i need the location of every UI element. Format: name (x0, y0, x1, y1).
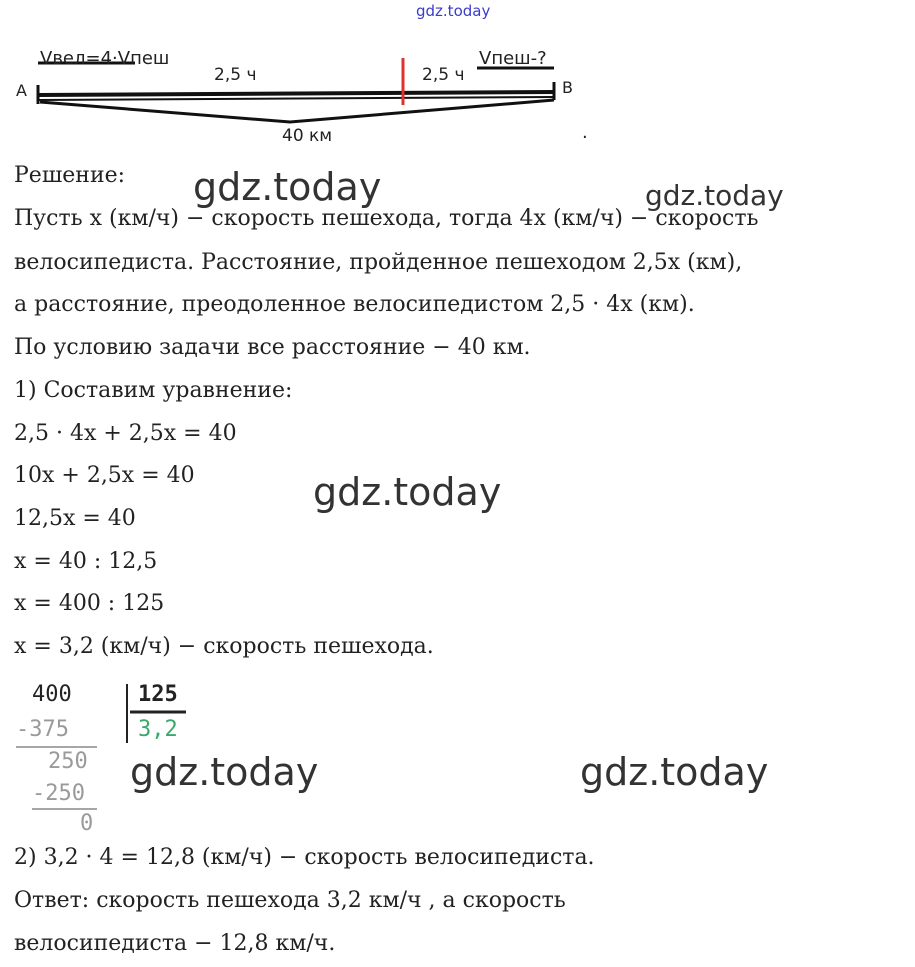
equation-line: x = 400 : 125 (14, 591, 165, 616)
equation-line: 12,5x = 40 (14, 506, 136, 531)
division-subtrahend-2: -250 (32, 781, 85, 806)
label-time-2: 2,5 ч (422, 65, 465, 85)
label-b: B (562, 78, 573, 97)
solution-line: 1) Составим уравнение: (14, 378, 293, 403)
equation-line: 2,5 · 4x + 2,5x = 40 (14, 421, 237, 446)
watermark-top: gdz.today (416, 2, 491, 20)
motion-diagram (0, 30, 915, 160)
answer-line-2: велосипедиста − 12,8 км/ч. (14, 931, 336, 956)
watermark: gdz.today (313, 470, 502, 514)
label-time-1: 2,5 ч (214, 65, 257, 85)
watermark: gdz.today (580, 750, 769, 794)
division-dividend: 400 (32, 682, 72, 707)
route-line (38, 92, 554, 95)
division-divisor: 125 (138, 682, 178, 707)
division-remainder-2: 0 (80, 811, 94, 836)
watermark: gdz.today (193, 165, 382, 209)
watermark: gdz.today (645, 179, 784, 212)
equation-line: x = 3,2 (км/ч) − скорость пешехода. (14, 634, 434, 659)
equation-line: 10x + 2,5x = 40 (14, 463, 195, 488)
distance-brace (40, 100, 554, 122)
label-distance: 40 км (282, 126, 333, 146)
division-subtrahend-1: -375 (16, 717, 69, 742)
solution-line: По условию задачи все расстояние − 40 км. (14, 335, 531, 360)
label-v-walk: Vпеш-? (479, 48, 547, 69)
watermark: gdz.today (130, 750, 319, 794)
step-2: 2) 3,2 · 4 = 12,8 (км/ч) − скорость велосипедиста. (14, 845, 595, 870)
solution-heading: Решение: (14, 163, 126, 188)
equation-line: x = 40 : 12,5 (14, 549, 158, 574)
division-quotient: 3,2 (138, 717, 178, 742)
division-remainder-1: 250 (48, 749, 88, 774)
solution-line: а расстояние, преодоленное велосипедистом 2,5 · 4x (км). (14, 292, 695, 317)
route-line-lower (38, 97, 554, 100)
answer-line-1: Ответ: скорость пешехода 3,2 км/ч , а скорость (14, 888, 566, 913)
stray-dot: . (582, 122, 588, 143)
solution-line: Пусть x (км/ч) − скорость пешехода, тогда 4x (км/ч) − скорость (14, 206, 759, 231)
solution-line: велосипедиста. Расстояние, пройденное пешеходом 2,5x (км), (14, 250, 743, 275)
label-a: A (16, 81, 27, 100)
label-v-bike: Vвел=4·Vпеш (40, 48, 170, 69)
